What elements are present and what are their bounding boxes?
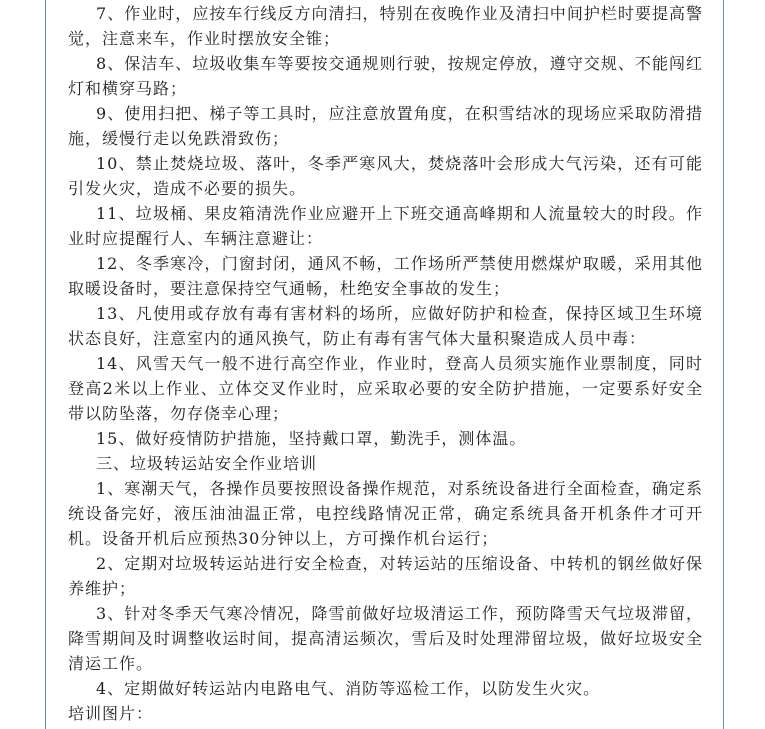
section-item-3: 3、针对冬季天气寒冷情况，降雪前做好垃圾清运工作，预防降雪天气垃圾滞留，降雪期间及时调整收运时间，提高清运频次，雪后及时处理滞留垃圾，做好垃圾安全清运工作。 <box>68 604 703 673</box>
list-item-13: 13、凡使用或存放有毒有害材料的场所，应做好防护和检查，保持区域卫生环境状态良好，注意室内的通风换气，防止有毒有害气体大量积聚造成人员中毒： <box>68 304 703 348</box>
section-heading: 三、垃圾转运站安全作业培训 <box>96 454 318 473</box>
list-item-10: 10、禁止焚烧垃圾、落叶，冬季严寒风大，焚烧落叶会形成大气污染，还有可能引发火灾，造成不必要的损失。 <box>68 154 703 198</box>
section-item-4: 4、定期做好转运站内电路电气、消防等巡检工作，以防发生火灾。 <box>96 679 601 698</box>
list-item-15: 15、做好疫情防护措施，坚持戴口罩，勤洗手，测体温。 <box>96 429 527 448</box>
list-item-8: 8、保洁车、垃圾收集车等要按交通规则行驶，按规定停放，遵守交规、不能闯红灯和横穿马路； <box>68 54 703 98</box>
list-item-9: 9、使用扫把、梯子等工具时，应注意放置角度，在积雪结冰的现场应采取防滑措施，缓慢行走以免跌滑致伤； <box>68 104 703 148</box>
list-item-7: 7、作业时，应按车行线反方向清扫，特别在夜晚作业及清扫中间护栏时要提高警觉，注意来车，作业时摆放安全锥； <box>68 4 703 48</box>
list-item-11: 11、垃圾桶、果皮箱清洗作业应避开上下班交通高峰期和人流量较大的时段。作业时应提醒行人、车辆注意避让： <box>68 204 703 248</box>
list-item-14: 14、风雪天气一般不进行高空作业，作业时，登高人员须实施作业票制度，同时登高2米以上作业、立体交叉作业时，应采取必要的安全防护措施，一定要系好安全带以防坠落，勿存侥幸心理； <box>68 354 703 423</box>
section-item-2: 2、定期对垃圾转运站进行安全检查，对转运站的压缩设备、中转机的钢丝做好保养维护； <box>68 554 703 598</box>
training-images-caption: 培训图片： <box>68 704 154 723</box>
document-page <box>45 0 724 729</box>
document-body <box>68 1 703 726</box>
list-item-12: 12、冬季寒冷，门窗封闭，通风不畅，工作场所严禁使用燃煤炉取暖，采用其他取暖设备时，要注意保持空气通畅，杜绝安全事故的发生； <box>68 254 703 298</box>
section-item-1: 1、寒潮天气，各操作员要按照设备操作规范，对系统设备进行全面检查，确定系统设备完好，液压油油温正常，电控线路情况正常，确定系统具备开机条件才可开机。设备开机后应预热30分钟以上，方可操作机台运行； <box>68 479 703 548</box>
